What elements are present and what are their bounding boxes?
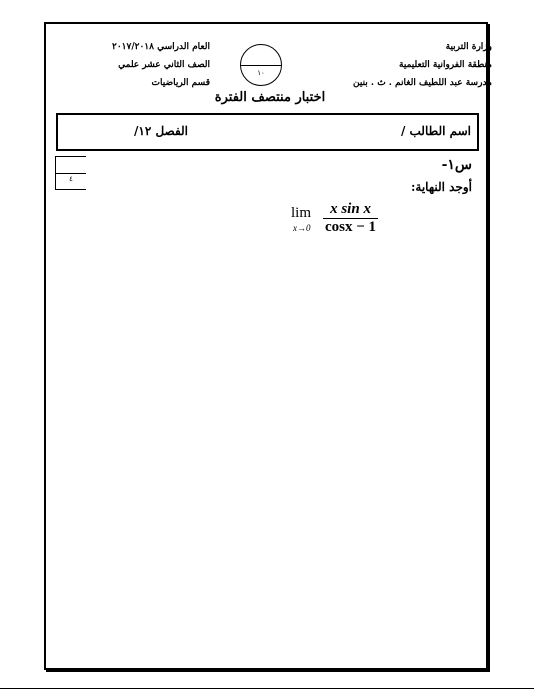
district-name: منطقة الفروانية التعليمية — [399, 60, 492, 70]
student-class-field[interactable]: الفصل ١٢/ — [134, 124, 189, 138]
header-year-block — [70, 38, 210, 92]
question-score-value: ٤ — [69, 175, 73, 183]
question-score-box — [55, 156, 86, 190]
grade-level: الصف الثاني عشر علمي — [118, 60, 210, 70]
page-bottom-rule — [0, 688, 534, 689]
grade-divider — [241, 65, 281, 66]
total-grade-value: ١٠ — [257, 69, 265, 77]
student-name-field[interactable]: اسم الطالب / — [400, 124, 471, 138]
total-grade-circle — [240, 44, 282, 86]
academic-year: العام الدراسي ٢٠١٧/٢٠١٨ — [112, 42, 210, 52]
question-instruction: أوجد النهاية: — [410, 180, 472, 194]
school-name: مدرسة عبد اللطيف الغانم . ث . بنين — [353, 78, 492, 88]
limit-fraction — [323, 201, 378, 236]
department-name: قسم الرياضيات — [151, 78, 210, 88]
question-number: س١- — [441, 157, 472, 173]
header-ministry-block — [312, 38, 492, 92]
score-divider — [56, 173, 86, 174]
exam-title: اختبار منتصف الفترة — [214, 90, 326, 105]
limit-operator: lim — [291, 205, 312, 221]
student-info-box — [56, 113, 479, 151]
ministry-name: وزارة التربية — [445, 42, 492, 52]
limit-subscript: x→0 — [293, 223, 311, 233]
fraction-numerator: x sin x — [323, 201, 378, 219]
fraction-denominator: cosx − 1 — [325, 219, 377, 235]
